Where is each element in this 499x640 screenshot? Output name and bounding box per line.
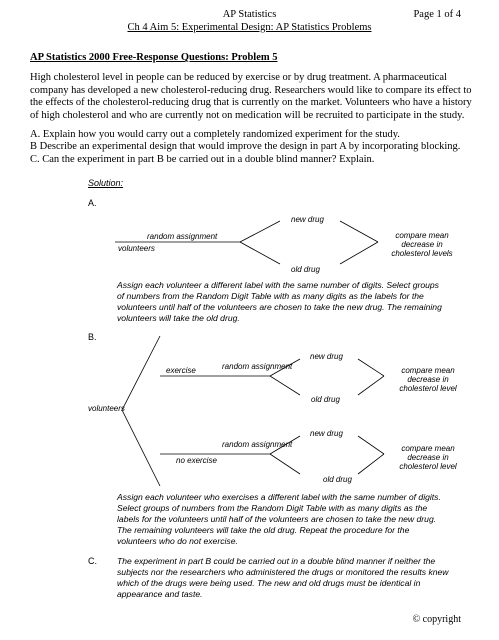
diagram-b-block-branch-exercise [122,336,160,410]
part-c-line: subjects nor the researchers who administered the drugs or monitored the results knew [117,567,449,577]
diagram-a-old-drug: old drug [291,265,320,274]
part-b-label: B. [88,332,97,342]
page-number: Page 1 of 4 [413,9,461,20]
diagram-b-upper-compare [388,366,468,393]
intro-line: company has developed a new cholesterol-reducing drug. Researchers would like to compare its effect to [30,84,472,96]
question-b: B Describe an experimental design that would improve the design in part A by incorporating blocking. [30,141,461,153]
diagram-b-upper-random-assignment: random assignment [222,362,293,371]
part-b-line: labels for the volunteers until half of the volunteers are chosen to take the new drug. [117,514,437,524]
diagram-b-volunteers: volunteers [88,404,125,413]
diagram-b-upper-old-drug: old drug [311,395,340,404]
course-title: AP Statistics [222,9,277,20]
diagram-a-random-assignment: random assignment [147,232,218,241]
part-c-explanation [117,556,487,600]
diagram-a-compare-line: cholesterol levels [391,249,453,258]
part-b-line: Select groups of numbers from the Random Digit Table with as many digits as the [117,503,428,513]
diagram-a-compare-line: compare mean [395,231,449,240]
diagram-b-compare-line: decrease in [407,375,449,384]
part-b-line: The remaining volunteers will take the old drug. Repeat the procedure for the [117,525,410,535]
part-c-label: C. [88,556,97,566]
part-a-explanation [117,280,477,324]
solution-heading: Solution: [88,178,124,188]
part-c-line: appearance and taste. [117,589,203,599]
diagram-a-compare-line: decrease in [401,240,443,249]
problem-title: AP Statistics 2000 Free-Response Questions: Problem 5 [30,52,278,63]
diagram-b-no-exercise: no exercise [176,456,217,465]
part-a-line: volunteers until half of the volunteers are chosen to take the new drug. The remaining [117,302,442,312]
part-c-line: which of the drugs were being used. The new and old drugs must be identical in [117,578,421,588]
diagram-b-compare-line: cholesterol level [399,384,457,393]
diagram-b-lower-converge-old [358,454,384,474]
part-a-label: A. [88,198,97,208]
question-c: C. Can the experiment in part B be carried out in a double blind manner? Explain. [30,153,375,165]
part-b-line: volunteers who do not exercise. [117,536,238,546]
diagram-a-branch-old [240,242,280,264]
diagram-b-compare-line: cholesterol level [399,462,457,471]
diagram-a-branch-new [240,221,280,242]
diagram-b-lower-new-drug: new drug [310,429,343,438]
diagram-a-volunteers: volunteers [118,244,155,253]
diagram-b-block-branch-no-exercise [122,410,160,486]
diagram-a-converge-new [340,221,378,242]
intro-line: High cholesterol level in people can be reduced by exercise or by drug treatment. A pharmaceutical [30,72,447,83]
diagram-a-compare [382,231,462,258]
chapter-subtitle: Ch 4 Aim 5: Experimental Design: AP Statistics Problems [127,22,372,33]
part-c-line: The experiment in part B could be carried out in a double blind manner if neither the [117,556,436,566]
intro-line: the effects of the cholesterol-reducing drug that is currently on the market. Volunteers who have a history [30,97,472,109]
diagram-a-new-drug: new drug [291,215,324,224]
part-a-line: Assign each volunteer a different label with the same number of digits. Select groups [117,280,439,290]
part-a-line: volunteers will take the old drug. [117,313,240,323]
diagram-b-lower-compare [388,444,468,471]
diagram-b-lower-random-assignment: random assignment [222,440,293,449]
diagram-b-lower-branch-old [270,454,300,474]
copyright-notice: © copyright [412,614,461,625]
diagram-b-lower-converge-new [358,436,384,454]
diagram-b-compare-line: compare mean [401,444,455,453]
diagram-b-upper-converge-old [358,376,384,395]
diagram-b-exercise: exercise [166,366,196,375]
diagram-b-compare-line: decrease in [407,453,449,462]
intro-line: of high cholesterol and who are currently not on medication will be recruited to participate in the study. [30,109,465,121]
diagram-a-converge-old [340,242,378,264]
part-a-line: of numbers from the Random Digit Table with as many digits as the labels for the [117,291,424,301]
diagram-b-lower-old-drug: old drug [323,475,352,484]
diagram-b-compare-line: compare mean [401,366,455,375]
diagram-b-upper-converge-new [358,359,384,376]
diagram-b-upper-new-drug: new drug [310,352,343,361]
diagram-b-upper-branch-old [270,376,300,395]
part-b-explanation [117,492,482,547]
question-a: A. Explain how you would carry out a completely randomized experiment for the study. [30,129,400,140]
part-b-line: Assign each volunteer who exercises a different label with the same number of digits. [117,492,441,502]
